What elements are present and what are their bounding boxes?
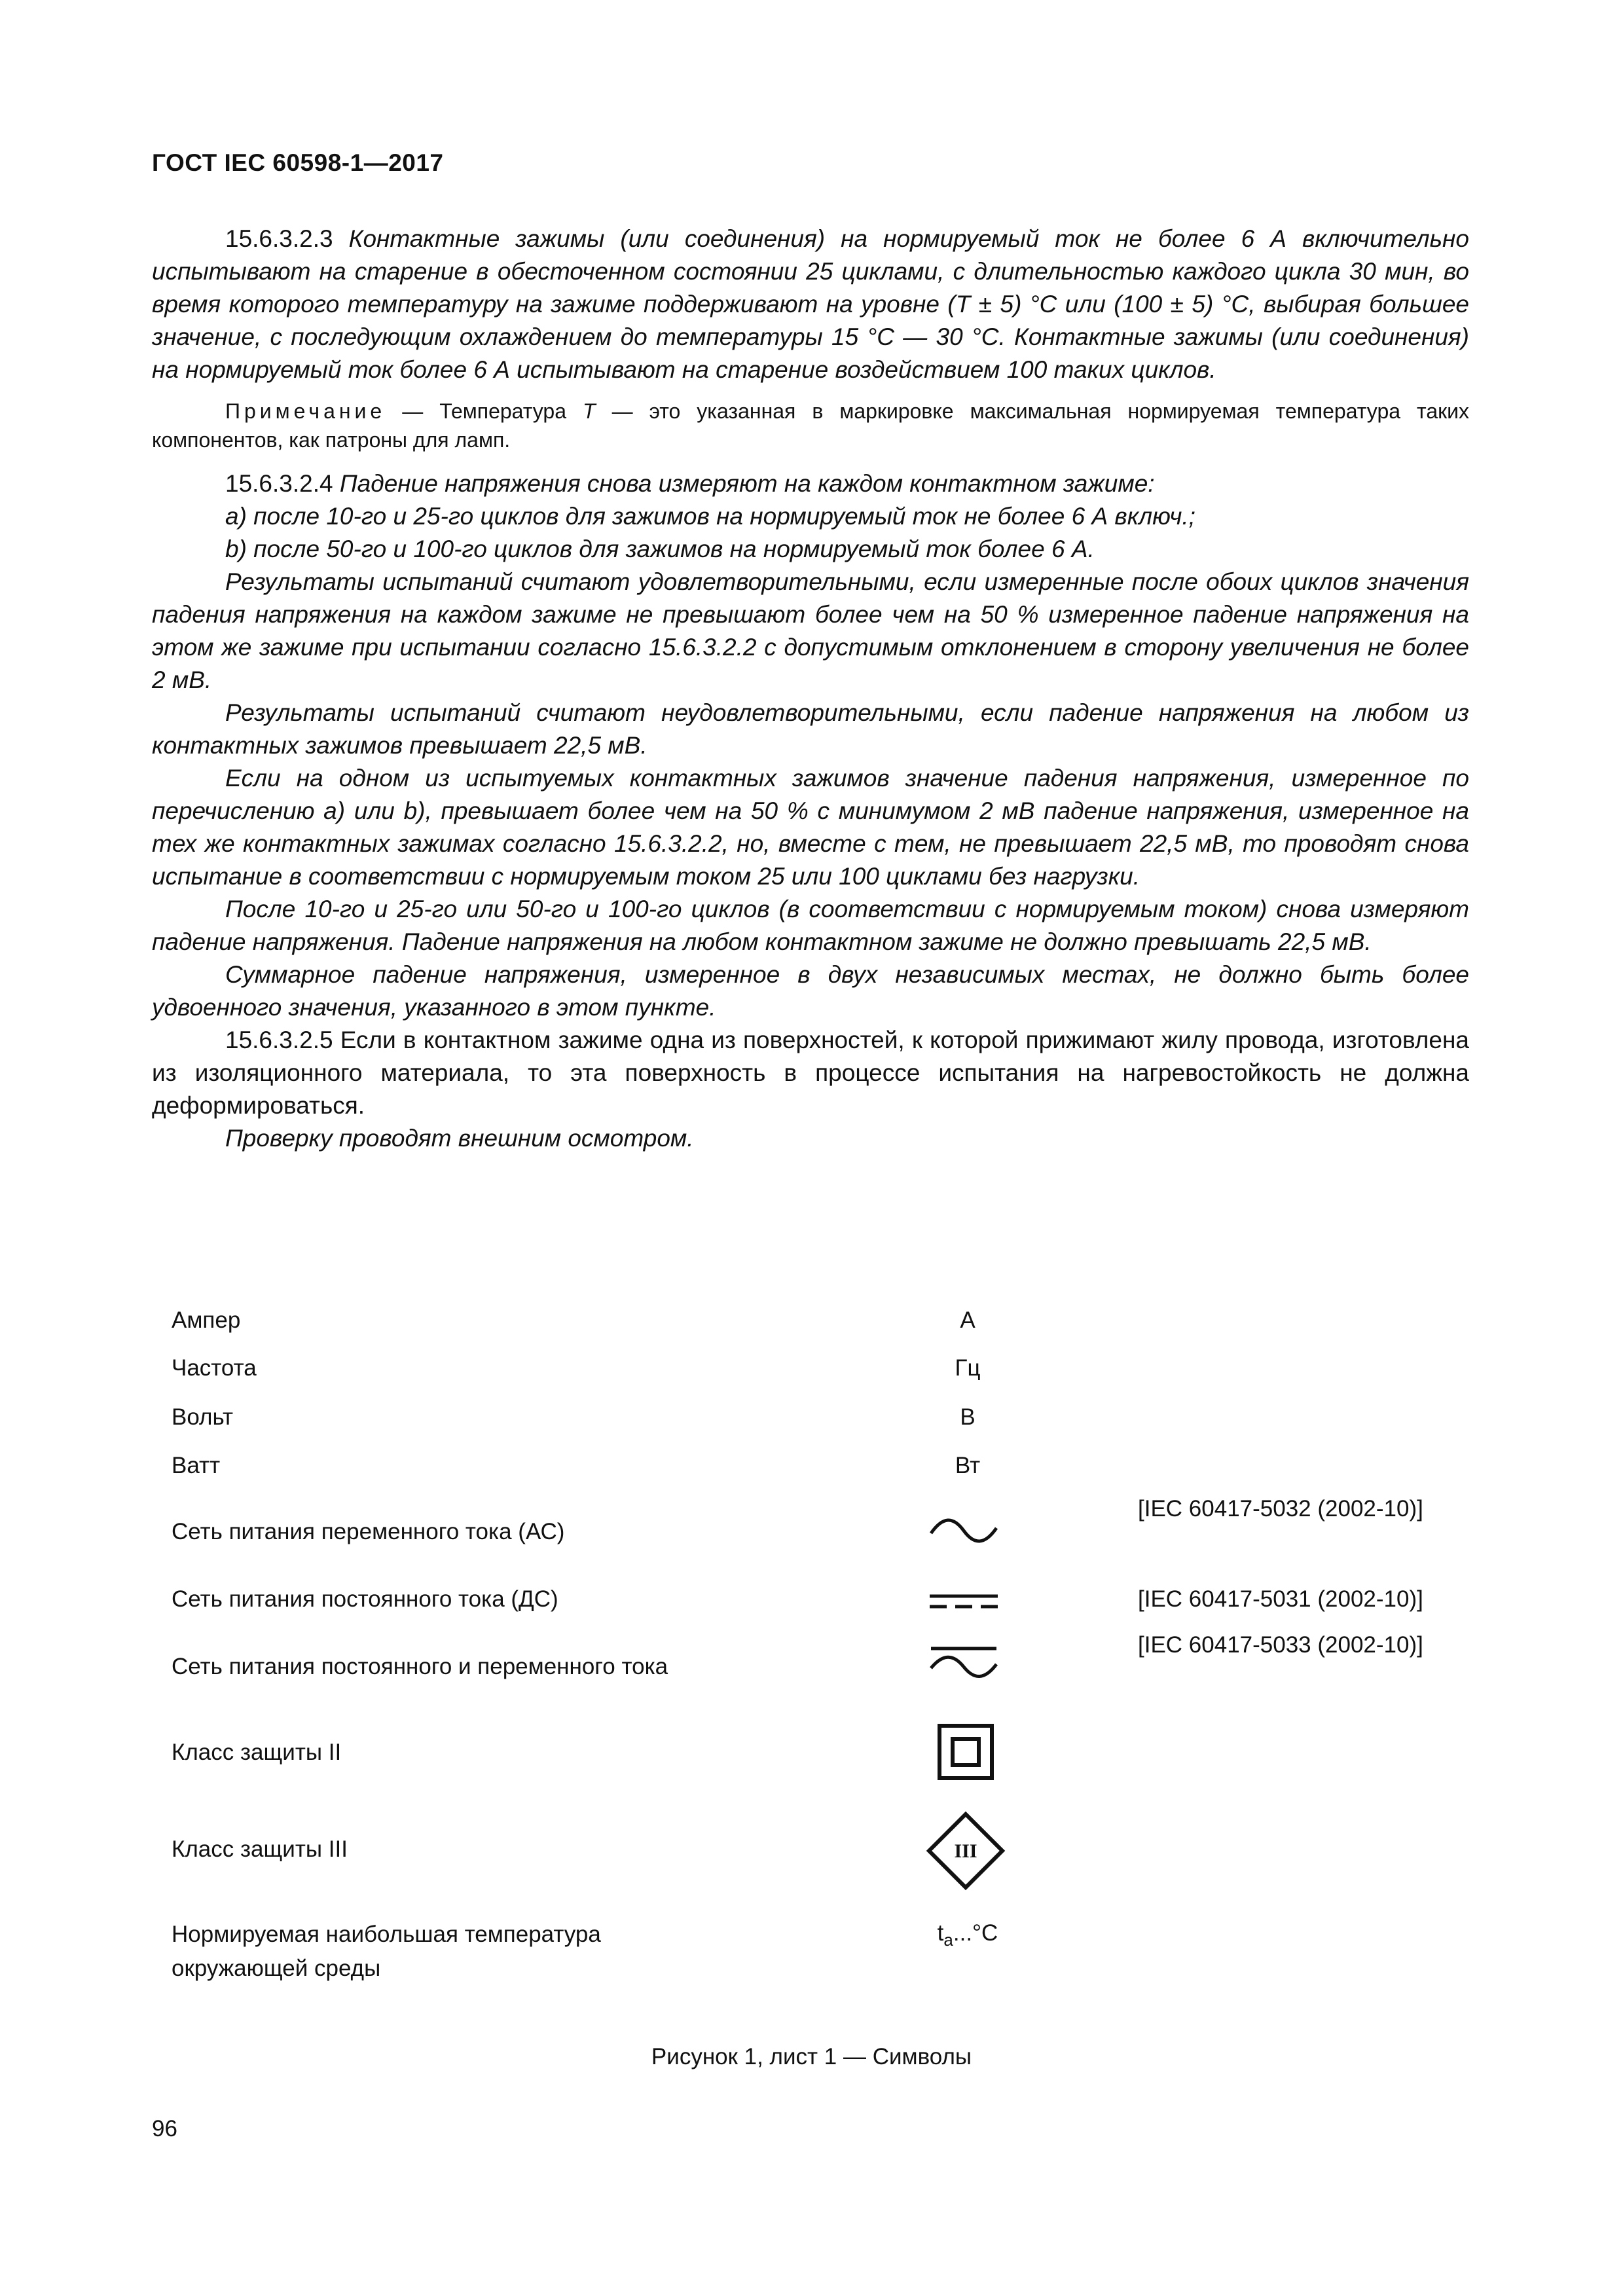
symbol-label-temp-2: окружающей среды <box>172 1956 381 1981</box>
symbol-label-dc: Сеть питания постоянного тока (ДС) <box>172 1586 558 1612</box>
temp-sub-a: a <box>943 1930 953 1950</box>
page-number: 96 <box>152 2116 177 2141</box>
note <box>152 397 1469 454</box>
class3-roman: III <box>954 1840 977 1862</box>
paragraph-results-ok: Результаты испытаний считают удовлетворительными, если измеренные после обоих циклов значения падения напряжения на каждом зажиме не превышают более чем на 50 % измеренное падение напряжения на этом же зажиме при испытании согласно 15.6.3.2.2 с допустимым отклонением в сторону увеличения не более 2 мВ. <box>152 568 1469 693</box>
symbol-label-volt: Вольт <box>172 1404 233 1430</box>
ac-wave-icon <box>928 1514 999 1548</box>
symbol-label-watt: Ватт <box>172 1453 221 1478</box>
symbol-ampere: А <box>960 1307 976 1333</box>
symbol-watt: Вт <box>955 1453 981 1478</box>
paragraph-15-6-3-2-3 <box>152 223 1469 386</box>
clause-number: 15.6.3.2.5 <box>225 1027 340 1053</box>
symbol-temp <box>902 1917 1033 1956</box>
paragraph-15-6-3-2-5 <box>152 1024 1469 1122</box>
paragraph-15-6-3-2-4 <box>152 467 1469 500</box>
figure-caption: Рисунок 1, лист 1 — Символы <box>651 2044 972 2069</box>
clause-text: Контактные зажимы (или соединения) на нормируемый ток не более 6 А включительно испытывают на старение в обесточенном состоянии 25 циклами, с длительностью каждого цикла 30 мин, во время которого температуру на зажиме поддерживают на уровне (Т ± 5) °С или (100 ± 5) °С, выбирая большее значение, с последующим охлаждением до температуры 15 °С — 30 °С. Контактные зажимы (или соединения) на нормируемый ток более 6 А испытывают на старение воздействием 100 таких циклов. <box>152 225 1469 383</box>
dc-line-icon <box>927 1590 1000 1613</box>
symbol-ref-acdc: [IEC 60417-5033 (2002-10)] <box>1138 1632 1423 1658</box>
paragraph-check: Проверку проводят внешним осмотром. <box>225 1125 694 1152</box>
clause-number: 15.6.3.2.4 <box>225 470 340 497</box>
note-text: — Температура <box>386 399 583 423</box>
paragraph-retest: Если на одном из испытуемых контактных зажимов значение падения напряжения, измеренное по перечислению a) или b), превышает более чем на 50 % с минимумом 2 мВ падение напряжения, измеренное на тех же контактных зажимах согласно 15.6.3.2.2, но, вместе с тем, не превышает 22,5 мВ, то проводят снова испытание в соответствии с нормируемым током 25 или 100 циклами без нагрузки. <box>152 765 1469 890</box>
paragraph-after-cycles: После 10-го и 25-го или 50-го и 100-го циклов (в соответствии с нормируемым током) снова измеряют падение напряжения. Падение напряжения на любом контактном зажиме не должно превышать 22,5 мВ. <box>152 896 1469 955</box>
symbol-label-temp-1: Нормируемая наибольшая температура <box>172 1922 601 1947</box>
symbol-label-ac: Сеть питания переменного тока (АС) <box>172 1519 565 1544</box>
double-square-icon <box>937 1723 994 1781</box>
note-text-2: — это указанная в маркировке максимальная нормируемая температура таких компонентов, как патроны для ламп. <box>152 399 1470 452</box>
symbol-label-class2: Класс защиты II <box>172 1740 342 1765</box>
symbol-volt: В <box>960 1404 976 1430</box>
symbol-label-acdc: Сеть питания постоянного и переменного тока <box>172 1654 668 1679</box>
clause-intro: Падение напряжения снова измеряют на каждом контактном зажиме: <box>339 470 1155 497</box>
ac-dc-icon <box>928 1642 999 1681</box>
list-item-a: a) после 10-го и 25-го циклов для зажимов на нормируемый ток не более 6 А включ.; <box>225 503 1195 530</box>
temp-t: t <box>937 1920 944 1946</box>
symbol-ref-dc: [IEC 60417-5031 (2002-10)] <box>1138 1586 1423 1612</box>
symbol-label-frequency: Частота <box>172 1355 257 1381</box>
symbol-label-class3: Класс защиты III <box>172 1836 348 1862</box>
symbol-ref-ac: [IEC 60417-5032 (2002-10)] <box>1138 1496 1423 1522</box>
symbol-frequency: Гц <box>955 1355 981 1381</box>
document-header: ГОСТ IEC 60598-1—2017 <box>152 149 444 176</box>
paragraph-total-drop: Суммарное падение напряжения, измеренное в двух независимых местах, не должно быть более удвоенного значения, указанного в этом пункте. <box>152 961 1469 1021</box>
paragraph-results-fail: Результаты испытаний считают неудовлетворительными, если падение напряжения на любом из контактных зажимов превышает 22,5 мВ. <box>152 699 1469 759</box>
temp-suffix: ...°С <box>953 1920 998 1946</box>
symbol-label-ampere: Ампер <box>172 1307 241 1333</box>
note-variable: Т <box>583 399 596 423</box>
body-text <box>152 223 1469 1155</box>
clause-number: 15.6.3.2.3 <box>225 225 349 252</box>
list-item-b: b) после 50-го и 100-го циклов для зажимов на нормируемый ток более 6 А. <box>225 536 1095 562</box>
note-label: Примечание <box>225 399 386 423</box>
clause-text: Если в контактном зажиме одна из поверхностей, к которой прижимают жилу провода, изготовлена из изоляционного материала, то эта поверхность в процессе испытания на нагревостойкость не должна деформироваться. <box>152 1027 1469 1119</box>
diamond-iii-icon <box>925 1810 1006 1891</box>
